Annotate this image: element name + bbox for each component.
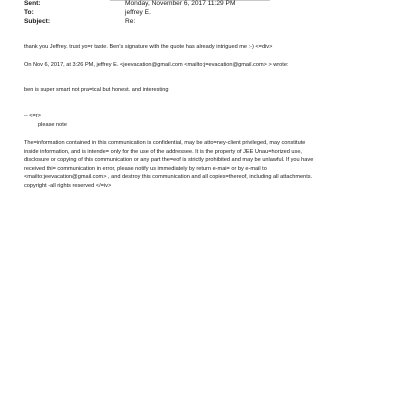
sent-value: Monday, November 6, 2017 11:29 PM [125, 0, 236, 7]
disclaimer-line: disclosure or copying of this communication or any part the=eof is strictly prohibited and may be unlawful. If you have [24, 157, 314, 164]
signature-note: please note [38, 122, 67, 128]
subject-value: Re: [125, 18, 136, 25]
reply-paragraph: thank you Jeffrey. trust yo=r taste. Ben's signature with the quote has already intrigued me :-) <=div> [24, 44, 273, 50]
disclaimer-line: <mailto:jeevacation@gmail.com> , and destroy this communication and all copies=thereof, including all attachments. [24, 174, 313, 181]
signature-separator: -- <=r> [24, 113, 41, 119]
subject-label: Subject: [24, 18, 51, 25]
sent-label: Sent: [24, 0, 41, 7]
disclaimer-line: The=information contained in this communication is confidential, may be atto=ney-client privileged, may constitute [24, 140, 306, 146]
quoted-attribution: On Nov 6, 2017, at 3:26 PM, jeffrey E. <jeevacation@gmail.com <mailto:j=evacation@gmail.com> > wrote: [24, 62, 289, 68]
to-label: To: [24, 9, 34, 16]
disclaimer-line: received thi= communication in error, please notify us immediately by return e-mai= or by e-mail to [24, 165, 267, 172]
quoted-message: ben is super smart not pra=tcal but honest. and interesting [24, 87, 169, 93]
disclaimer-line: inside information, and is intende= only for the use of the addressee. It is the property of JEE Unau=horized use, [24, 148, 302, 155]
confidentiality-disclaimer [24, 139, 313, 191]
to-value: jeffrey E. [125, 9, 151, 16]
disclaimer-line: copyright -all rights reserved </=iv> [24, 182, 112, 189]
